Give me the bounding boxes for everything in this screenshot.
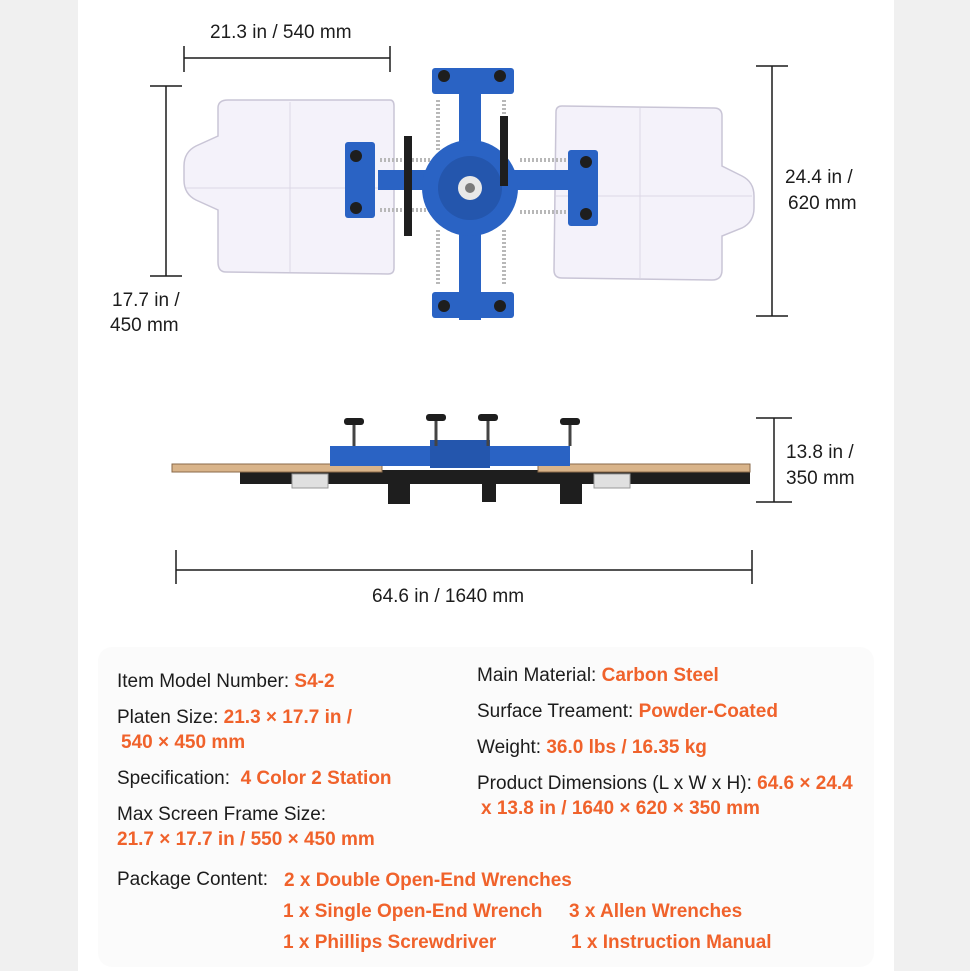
spec-specification: [117, 766, 392, 791]
spec-material-label: Main Material:: [477, 665, 602, 686]
side-height-label-2: 350 mm: [786, 468, 855, 489]
package-item: 1 x Instruction Manual: [571, 932, 772, 953]
spec-material: [477, 663, 719, 688]
package-item: 2 x Double Open-End Wrenches: [284, 870, 572, 891]
spec-material-value: Carbon Steel: [601, 665, 719, 686]
package-item: 1 x Phillips Screwdriver: [283, 932, 497, 953]
spec-frame-value: 21.7 × 17.7 in / 550 × 450 mm: [117, 829, 375, 850]
spec-dimensions-value-1: 64.6 × 24.4: [757, 773, 853, 794]
spec-model-value: S4-2: [294, 671, 335, 692]
spec-weight: [477, 735, 707, 760]
package-item: 3 x Allen Wrenches: [569, 901, 743, 922]
top-view-press: [184, 68, 754, 320]
total-length-label: 64.6 in / 1640 mm: [372, 586, 525, 607]
spec-dimensions-line2: [481, 796, 760, 821]
spec-surface: [477, 699, 778, 724]
spec-model: [117, 669, 335, 694]
right-height-label-1: 24.4 in /: [785, 167, 853, 188]
left-height-label-1: 17.7 in /: [112, 290, 180, 311]
spec-weight-value: 36.0 lbs / 16.35 kg: [546, 737, 707, 758]
spec-package: [117, 867, 268, 892]
spec-specification-label: Specification:: [117, 768, 236, 789]
left-height-label-2: 450 mm: [110, 315, 179, 336]
spec-specification-value: 4 Color 2 Station: [240, 768, 392, 789]
spec-platen-label: Platen Size:: [117, 707, 224, 728]
side-view-press: [172, 414, 750, 504]
spec-frame: [117, 802, 326, 827]
top-width-label: 21.3 in / 540 mm: [210, 22, 352, 43]
spec-dimensions-label: Product Dimensions (L x W x H):: [477, 773, 758, 794]
spec-dimensions: [477, 771, 853, 796]
spec-platen-line2: [121, 730, 245, 755]
spec-model-label: Item Model Number:: [117, 671, 295, 692]
right-height-label-2: 620 mm: [788, 193, 857, 214]
spec-frame-line2: [117, 827, 375, 852]
spec-platen-value-1: 21.3 × 17.7 in /: [223, 707, 353, 728]
spec-frame-label: Max Screen Frame Size:: [117, 804, 327, 825]
spec-platen: [117, 705, 352, 730]
spec-platen-value-2: 540 × 450 mm: [121, 732, 246, 753]
spec-surface-label: Surface Treament:: [477, 701, 639, 722]
spec-surface-value: Powder-Coated: [638, 701, 778, 722]
spec-dimensions-value-2: x 13.8 in / 1640 × 620 × 350 mm: [481, 798, 760, 819]
spec-weight-label: Weight:: [477, 737, 547, 758]
package-item: 1 x Single Open-End Wrench: [283, 901, 543, 922]
side-height-label-1: 13.8 in /: [786, 442, 854, 463]
spec-package-label: Package Content:: [117, 869, 269, 890]
